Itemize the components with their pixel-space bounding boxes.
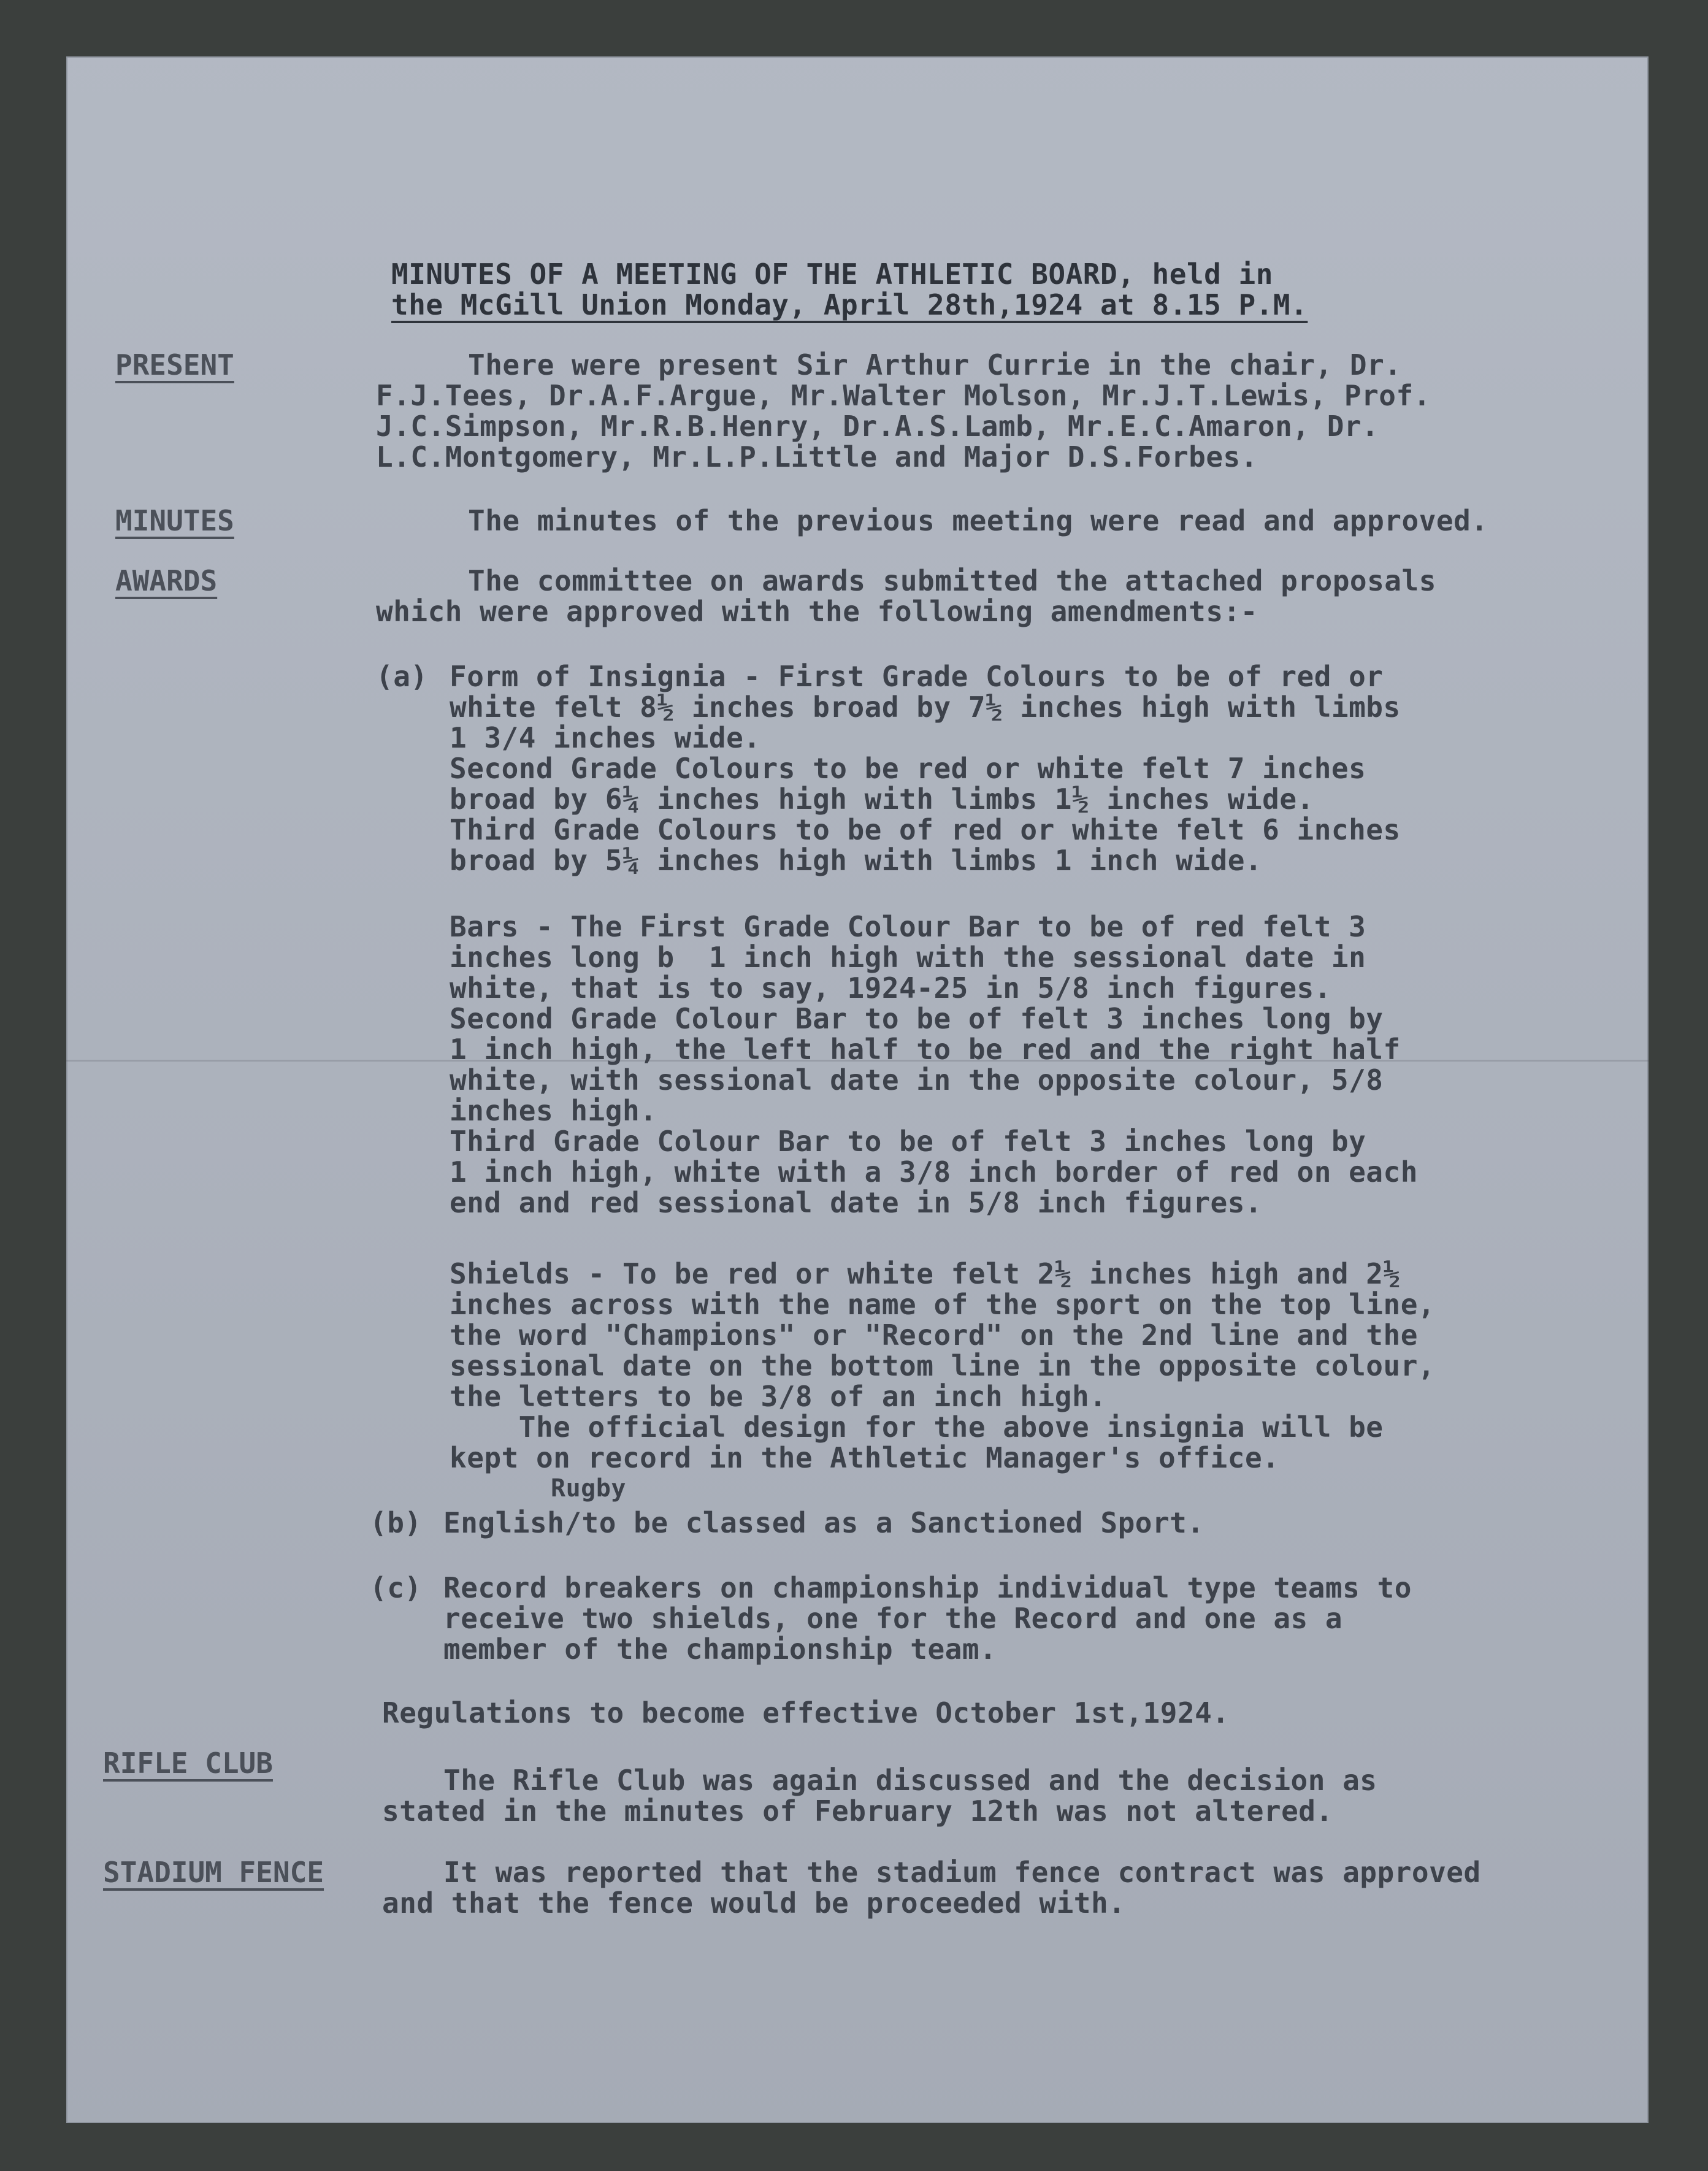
present-line: L.C.Montgomery, Mr.L.P.Little and Major D.S.Forbes. [376, 440, 1258, 473]
present-line: F.J.Tees, Dr.A.F.Argue, Mr.Walter Molson, Mr.J.T.Lewis, Prof. [376, 379, 1431, 412]
bars-line: white, with sessional date in the opposite colour, 5/8 [450, 1063, 1384, 1097]
present-line: J.C.Simpson, Mr.R.B.Henry, Dr.A.S.Lamb, Mr.E.C.Amaron, Dr. [376, 410, 1379, 443]
awards-intro-line: The committee on awards submitted the attached proposals [468, 564, 1436, 597]
bars-line: 1 inch high, white with a 3/8 inch border of red on each [450, 1155, 1418, 1189]
label-present: PRESENT [115, 348, 234, 381]
label-stadium-fence: STADIUM FENCE [103, 1856, 324, 1889]
shields-line: the word "Champions" or "Record" on the 2nd line and the [450, 1319, 1418, 1352]
item-a-line: Third Grade Colours to be of red or white felt 6 inches [450, 813, 1401, 846]
item-b-marker: (b) [370, 1506, 422, 1539]
bars-line: 1 inch high, the left half to be red and the right half [450, 1033, 1401, 1066]
shields-line: sessional date on the bottom line in the opposite colour, [450, 1349, 1436, 1382]
stadium-line: It was reported that the stadium fence contract was approved [443, 1856, 1481, 1889]
rifle-line: stated in the minutes of February 12th was not altered. [382, 1794, 1333, 1828]
stadium-line: and that the fence would be proceeded with. [382, 1886, 1126, 1920]
label-awards: AWARDS [115, 564, 218, 597]
shields-line: The official design for the above insignia will be [450, 1411, 1384, 1444]
shields-line: inches across with the name of the sport on the top line, [450, 1288, 1436, 1321]
item-a-line: broad by 6¼ inches high with limbs 1½ inches wide. [450, 783, 1314, 816]
minutes-text: The minutes of the previous meeting were read and approved. [468, 504, 1488, 537]
item-a-marker: (a) [376, 660, 428, 693]
document-page [66, 56, 1649, 2123]
title-line-1: MINUTES OF A MEETING OF THE ATHLETIC BOARD, held in [391, 258, 1273, 291]
bars-line: white, that is to say, 1924-25 in 5/8 inch figures. [450, 971, 1331, 1005]
item-a-line: 1 3/4 inches wide. [450, 721, 761, 754]
awards-intro-line: which were approved with the following amendments:- [376, 595, 1258, 628]
item-c-line: Record breakers on championship individual type teams to [443, 1571, 1412, 1604]
item-a-line: broad by 5¼ inches high with limbs 1 inch wide. [450, 844, 1263, 877]
item-a-line: Form of Insignia - First Grade Colours to be of red or [450, 660, 1384, 693]
item-a-line: Second Grade Colours to be red or white felt 7 inches [450, 752, 1366, 785]
regulations-text: Regulations to become effective October 1st,1924. [382, 1696, 1230, 1729]
bars-line: inches long b 1 inch high with the sessional date in [450, 941, 1366, 974]
bars-line: Third Grade Colour Bar to be of felt 3 inches long by [450, 1125, 1366, 1158]
item-b-insertion: Rugby [551, 1474, 626, 1503]
present-line: There were present Sir Arthur Currie in the chair, Dr. [468, 348, 1402, 381]
shields-line: the letters to be 3/8 of an inch high. [450, 1380, 1107, 1413]
title-line-2: the McGill Union Monday, April 28th,1924 at 8.15 P.M. [391, 288, 1308, 321]
rifle-line: The Rifle Club was again discussed and the decision as [443, 1764, 1377, 1797]
bars-line: Second Grade Colour Bar to be of felt 3 inches long by [450, 1002, 1384, 1035]
item-c-marker: (c) [370, 1571, 422, 1604]
label-minutes: MINUTES [115, 504, 234, 537]
item-c-line: receive two shields, one for the Record and one as a [443, 1602, 1343, 1635]
bars-line: end and red sessional date in 5/8 inch figures. [450, 1186, 1263, 1219]
item-b-text: English/to be classed as a Sanctioned Sport. [443, 1506, 1204, 1539]
label-rifle-club: RIFLE CLUB [103, 1747, 273, 1780]
item-a-line: white felt 8½ inches broad by 7½ inches high with limbs [450, 691, 1401, 724]
bars-line: Bars - The First Grade Colour Bar to be of red felt 3 [450, 910, 1366, 943]
bars-line: inches high. [450, 1094, 657, 1127]
shields-line: Shields - To be red or white felt 2½ inches high and 2½ [450, 1257, 1401, 1290]
shields-line: kept on record in the Athletic Manager's office. [450, 1441, 1280, 1474]
item-c-line: member of the championship team. [443, 1633, 997, 1666]
